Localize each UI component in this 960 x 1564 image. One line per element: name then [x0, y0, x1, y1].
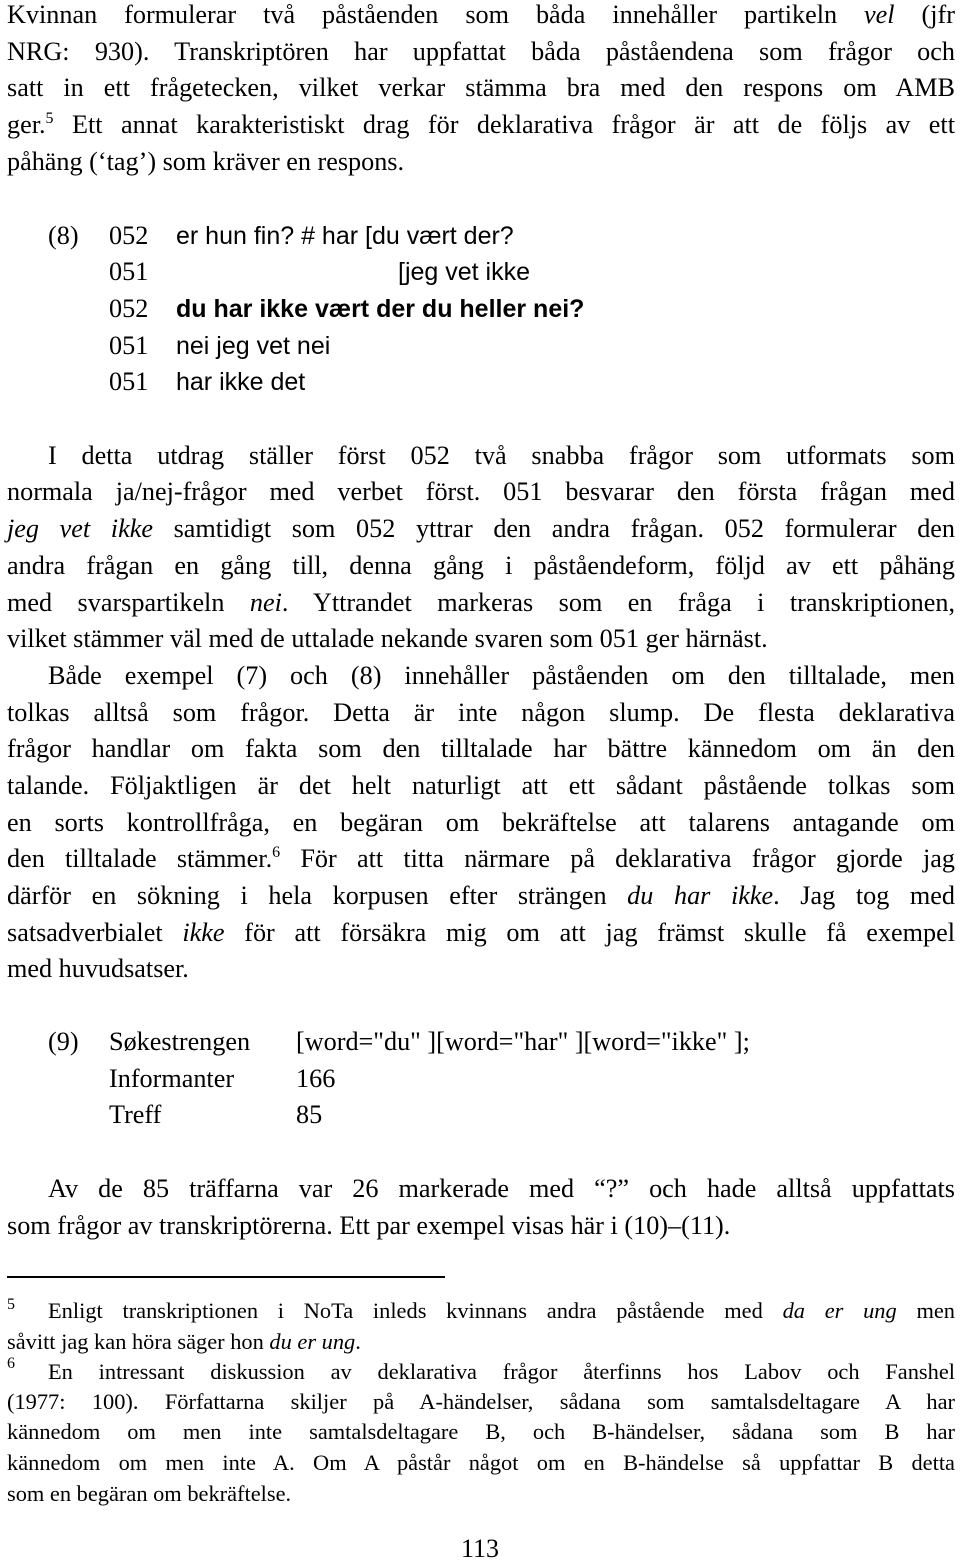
transcript-utterance: nei jeg vet nei: [176, 332, 331, 360]
text-line: en sorts kontrollfråga, en begäran om bekräftelse att talarens antagande om: [7, 808, 955, 837]
text-line: Både exempel (7) och (8) innehåller påståenden om den tilltalade, men: [48, 661, 955, 690]
text-line: vilket stämmer väl med de uttalade nekande svaren som 051 ger härnäst.: [7, 624, 768, 653]
speaker-id: 051: [109, 257, 149, 286]
footnote-line: (1977: 100). Författarna skiljer på A-händelser, sådana som samtalsdeltagare A har: [7, 1389, 955, 1414]
search-value: 166: [296, 1064, 336, 1093]
transcript-utterance-highlighted: du har ikke vært der du heller nei?: [176, 295, 585, 323]
text-line: Kvinnan formulerar två påståenden som båda innehåller partikeln vel (jfr: [7, 0, 955, 29]
text-line: med huvudsatser.: [7, 954, 189, 983]
footnote-mark: 5: [7, 1296, 15, 1313]
search-label: Treff: [109, 1100, 162, 1129]
footnote-line: såvitt jag kan höra säger hon du er ung.: [7, 1329, 361, 1354]
speaker-id: 052: [109, 221, 149, 250]
footnote-mark: 6: [7, 1355, 15, 1372]
text-line: normala ja/nej-frågor med verbet först. 051 besvarar den första frågan med: [7, 477, 955, 506]
text-line: satsadverbialet ikke för att försäkra mig om att jag främst skulle få exempel: [7, 918, 955, 947]
footnote-line: Enligt transkriptionen i NoTa inleds kvinnans andra påstående med da er ung men: [48, 1298, 956, 1323]
speaker-id: 051: [109, 331, 149, 360]
footnote-line: En intressant diskussion av deklarativa frågor återfinns hos Labov och Fanshel: [48, 1359, 955, 1384]
search-value: [word="du" ][word="har" ][word="ikke" ];: [296, 1027, 750, 1056]
text-line: frågor handlar om fakta som den tilltalade har bättre kännedom om än den: [7, 734, 955, 763]
footnote-line: som en begäran om bekräftelse.: [7, 1481, 292, 1506]
text-line: som frågor av transkriptörerna. Ett par exempel visas här i (10)–(11).: [7, 1211, 731, 1240]
footnote-separator: [7, 1276, 445, 1278]
text-line: I detta utdrag ställer först 052 två snabba frågor som utformats som: [48, 441, 955, 470]
transcript-utterance: har ikke det: [176, 368, 306, 396]
text-line: jeg vet ikke samtidigt som 052 yttrar den andra frågan. 052 formulerar den: [7, 514, 956, 543]
footnote-ref-5[interactable]: 5: [45, 110, 54, 127]
text-line: satt in ett frågetecken, vilket verkar stämma bra med den respons om AMB: [7, 73, 955, 102]
search-label: Søkestrengen: [109, 1027, 251, 1056]
transcript-utterance: er hun fin? # har [du vært der?: [176, 222, 514, 250]
footnote-ref-6[interactable]: 6: [272, 844, 281, 861]
text-line: därför en sökning i hela korpusen efter strängen du har ikke. Jag tog med: [7, 881, 955, 910]
text-line: med svarspartikeln nei. Yttrandet markeras som en fråga i transkriptionen,: [7, 588, 955, 617]
search-value: 85: [296, 1100, 323, 1129]
text-line: ger.$^5$ Ett annat karakteristiskt drag för deklarativa frågor är att de följs av ett: [7, 110, 955, 139]
text-line: NRG: 930). Transkriptören har uppfattat båda påståendena som frågor och: [7, 37, 955, 66]
search-label: Informanter: [109, 1064, 235, 1093]
example-number: (9): [48, 1027, 79, 1056]
speaker-id: 052: [109, 294, 149, 323]
speaker-id: 051: [109, 367, 149, 396]
text-line: tolkas alltså som frågor. Detta är inte någon slump. De flesta deklarativa: [7, 698, 955, 727]
text-line: den tilltalade stämmer.$^6$ För att titta närmare på deklarativa frågor gjorde jag: [7, 844, 956, 873]
footnote-line: kännedom om men inte A. Om A påstår något om en B-händelse så uppfattar B detta: [7, 1450, 955, 1475]
text-line: påhäng (‘tag’) som kräver en respons.: [7, 147, 405, 176]
footnote-line: kännedom om men inte samtalsdeltagare B, och B-händelser, sådana som B har: [7, 1419, 955, 1444]
page-number: 113: [460, 1534, 500, 1563]
text-line: talande. Följaktligen är det helt naturligt att ett sådant påstående tolkas som: [7, 771, 955, 800]
text-line: Av de 85 träffarna var 26 markerade med “?” och hade alltså uppfattats: [48, 1174, 955, 1203]
example-number: (8): [48, 221, 79, 250]
text-line: andra frågan en gång till, denna gång i påståendeform, följd av ett påhäng: [7, 551, 955, 580]
transcript-utterance: [jeg vet ikke: [398, 258, 531, 286]
